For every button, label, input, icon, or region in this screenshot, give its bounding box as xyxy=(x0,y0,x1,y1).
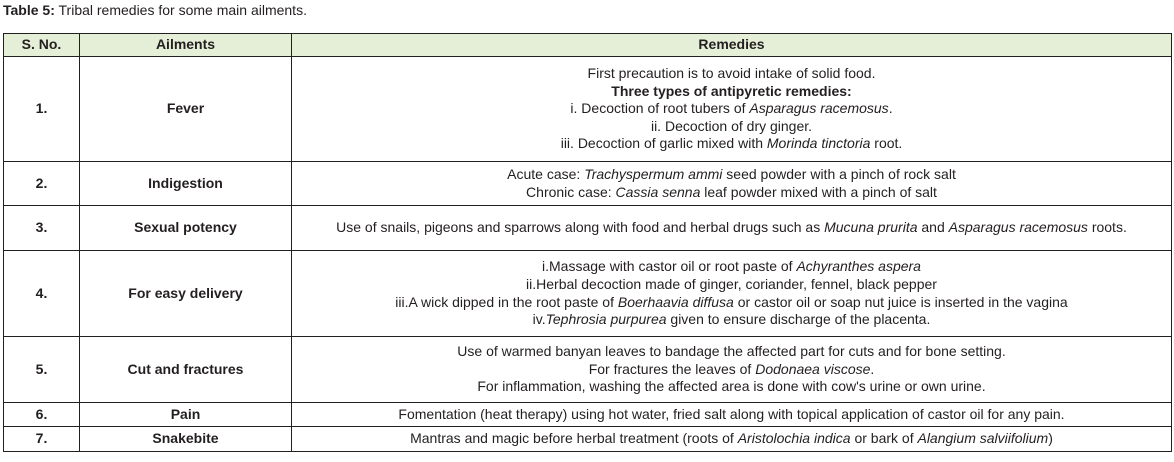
species-name: Achyranthes aspera xyxy=(796,258,921,275)
header-ailments: Ailments xyxy=(80,34,292,57)
remedy-line xyxy=(298,343,1165,361)
remedy-text: First precaution is to avoid intake of solid food. xyxy=(587,65,876,82)
remedy-line xyxy=(298,276,1165,294)
header-sno: S. No. xyxy=(4,34,80,57)
remedy-text: iii.A wick dipped in the root paste of xyxy=(395,293,618,310)
remedy-text: ii.Herbal decoction made of ginger, coriander, fennel, black pepper xyxy=(526,275,937,292)
ailment-name: Fever xyxy=(80,57,292,162)
ailment-name: Snakebite xyxy=(80,427,292,452)
remedy-text: . xyxy=(888,100,893,117)
remedy-text: Three types of antipyretic remedies: xyxy=(611,82,852,99)
ailment-name: Cut and fractures xyxy=(80,337,292,403)
remedies-cell xyxy=(292,206,1172,251)
row-number: 2. xyxy=(4,162,80,206)
table-row xyxy=(4,251,1172,337)
table-row xyxy=(4,427,1172,452)
species-name: Asparagus racemosus xyxy=(948,219,1088,236)
species-name: Alangium salviifolium xyxy=(917,430,1049,447)
row-number: 5. xyxy=(4,337,80,403)
remedy-text: root. xyxy=(870,135,903,152)
remedy-text: i.Massage with castor oil or root paste of xyxy=(542,258,797,275)
remedy-text: seed powder with a pinch of rock salt xyxy=(722,165,956,182)
species-name: Morinda tinctoria xyxy=(766,135,871,152)
table-body xyxy=(4,57,1172,452)
remedy-text: roots. xyxy=(1087,219,1127,236)
remedy-text: For inflammation, washing the affected area is done with cow's urine or own urine. xyxy=(477,378,986,395)
remedy-text: or bark of xyxy=(850,430,918,447)
species-name: Mucuna prurita xyxy=(824,219,918,236)
remedy-line xyxy=(298,166,1165,184)
species-name: Trachyspermum ammi xyxy=(584,165,723,182)
ailment-name: Indigestion xyxy=(80,162,292,206)
remedy-line xyxy=(298,118,1165,136)
remedy-text: ) xyxy=(1048,430,1053,447)
remedy-text: iii. Decoction of garlic mixed with xyxy=(560,135,767,152)
remedy-text: Mantras and magic before herbal treatment (roots of xyxy=(410,430,738,447)
table-row xyxy=(4,57,1172,162)
remedy-line xyxy=(298,311,1165,329)
row-number: 1. xyxy=(4,57,80,162)
remedy-text: or castor oil or soap nut juice is inserted in the vagina xyxy=(733,293,1068,310)
species-name: Boerhaavia diffusa xyxy=(617,293,734,310)
species-name: Cassia senna xyxy=(615,183,701,200)
remedy-text: . xyxy=(870,360,875,377)
remedy-line xyxy=(298,430,1165,448)
remedy-line xyxy=(298,406,1165,424)
header-remedies: Remedies xyxy=(292,34,1172,57)
remedy-text: leaf powder mixed with a pinch of salt xyxy=(700,183,937,200)
row-number: 3. xyxy=(4,206,80,251)
remedy-line xyxy=(298,361,1165,379)
remedy-line xyxy=(298,219,1165,237)
remedies-cell xyxy=(292,162,1172,206)
ailment-name: Sexual potency xyxy=(80,206,292,251)
remedy-line xyxy=(298,184,1165,202)
remedy-line xyxy=(298,294,1165,312)
remedies-cell xyxy=(292,403,1172,427)
remedy-text: Fomentation (heat therapy) using hot water, fried salt along with topical application of castor oil for any pain. xyxy=(398,405,1065,422)
remedy-line xyxy=(298,83,1165,101)
remedy-line xyxy=(298,135,1165,153)
remedy-text: Use of snails, pigeons and sparrows along with food and herbal drugs such as xyxy=(336,219,825,236)
ailment-name: For easy delivery xyxy=(80,251,292,337)
species-name: Tephrosia purpurea xyxy=(545,311,667,328)
table-row xyxy=(4,337,1172,403)
table-title: Tribal remedies for some main ailments. xyxy=(54,2,307,18)
table-row xyxy=(4,162,1172,206)
species-name: Dodonaea viscose xyxy=(755,360,871,377)
remedy-text: Use of warmed banyan leaves to bandage the affected part for cuts and for bone setting. xyxy=(457,343,1006,360)
remedies-cell xyxy=(292,427,1172,452)
remedies-cell xyxy=(292,337,1172,403)
remedy-line xyxy=(298,100,1165,118)
row-number: 4. xyxy=(4,251,80,337)
remedy-line xyxy=(298,378,1165,396)
ailment-name: Pain xyxy=(80,403,292,427)
table-caption xyxy=(3,1,307,19)
header-row xyxy=(4,34,1172,57)
table-label: Table 5: xyxy=(3,2,55,18)
remedy-text: Acute case: xyxy=(507,165,585,182)
remedy-line xyxy=(298,258,1165,276)
remedy-text: iv. xyxy=(532,311,546,328)
remedy-text: given to ensure discharge of the placenta. xyxy=(666,311,931,328)
remedy-line xyxy=(298,65,1165,83)
species-name: Aristolochia indica xyxy=(737,430,851,447)
remedy-text: ii. Decoction of dry ginger. xyxy=(650,117,813,134)
row-number: 6. xyxy=(4,403,80,427)
remedy-text: i. Decoction of root tubers of xyxy=(570,100,750,117)
remedy-text: Chronic case: xyxy=(526,183,616,200)
remedies-table xyxy=(3,33,1172,452)
remedies-cell xyxy=(292,251,1172,337)
remedies-cell xyxy=(292,57,1172,162)
table-row xyxy=(4,206,1172,251)
row-number: 7. xyxy=(4,427,80,452)
remedy-text: and xyxy=(917,219,949,236)
species-name: Asparagus racemosus xyxy=(749,100,889,117)
remedy-text: For fractures the leaves of xyxy=(588,360,756,377)
table-row xyxy=(4,403,1172,427)
